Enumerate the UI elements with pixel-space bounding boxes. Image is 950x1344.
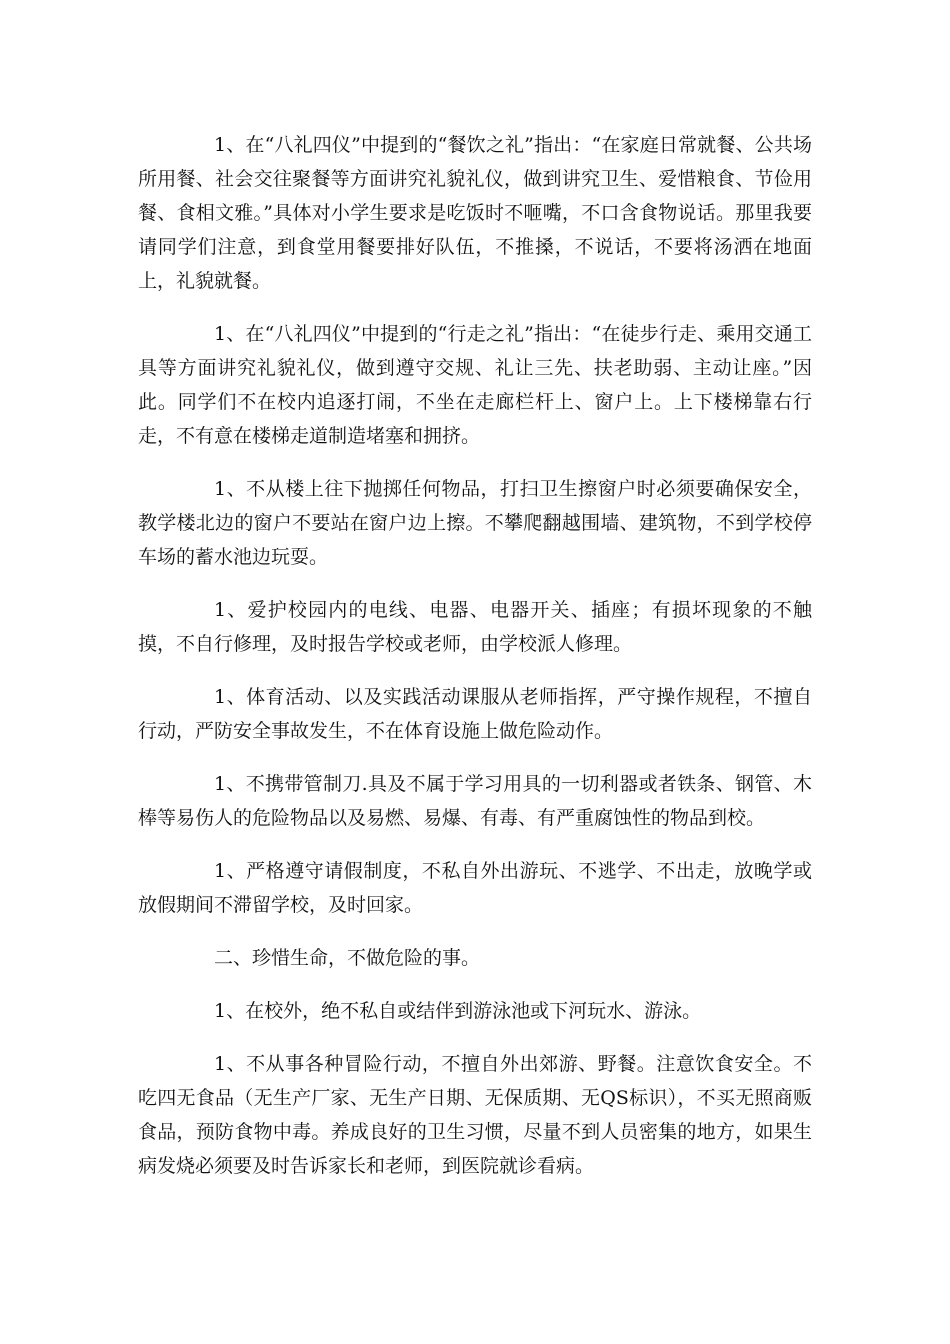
paragraph-electrical-safety: 1、爱护校园内的电线、电器、电器开关、插座；有损坏现象的不触摸，不自行修理，及时报告学校或老师，由学校派人修理。 [138, 599, 812, 655]
paragraph-leave-rules: 1、严格遵守请假制度，不私自外出游玩、不逃学、不出走，放晚学或放假期间不滞留学校，及时回家。 [138, 860, 812, 916]
paragraph-window-safety: 1、不从楼上往下抛掷任何物品，打扫卫生擦窗户时必须要确保安全，教学楼北边的窗户不要站在窗户边上擦。不攀爬翻越围墙、建筑物，不到学校停车场的蓄水池边玩耍。 [138, 478, 812, 568]
paragraph-swimming-safety: 1、在校外，绝不私自或结伴到游泳池或下河玩水、游泳。 [214, 1000, 702, 1022]
paragraph-food-safety: 1、不从事各种冒险行动，不擅自外出郊游、野餐。注意饮食安全。不吃四无食品（无生产厂家、无生产日期、无保质期、无QS标识），不买无照商贩食品，预防食物中毒。养成良好的卫生习惯，尽量不到人员密集的地方，如果生病发烧必须要及时告诉家长和老师，到医院就诊看病。 [138, 1053, 812, 1177]
section-heading-cherish-life: 二、珍惜生命，不做危险的事。 [214, 947, 481, 969]
paragraph-walking-etiquette: 1、在“八礼四仪”中提到的“行走之礼”指出：“在徒步行走、乘用交通工具等方面讲究礼貌礼仪，做到遵守交规、礼让三先、扶老助弱、主动让座。”因此。同学们不在校内追逐打闹，不坐在走廊栏杆上、窗户上。上下楼梯靠右行走，不有意在楼梯走道制造堵塞和拥挤。 [138, 323, 812, 447]
document-body [138, 128, 812, 1202]
paragraph-dining-etiquette: 1、在“八礼四仪”中提到的“餐饮之礼”指出：“在家庭日常就餐、公共场所用餐、社会交往聚餐等方面讲究礼貌礼仪，做到讲究卫生、爱惜粮食、节俭用餐、食相文雅。”具体对小学生要求是吃饭时不咂嘴，不口含食物说话。那里我要请同学们注意，到食堂用餐要排好队伍，不推搡，不说话，不要将汤洒在地面上，礼貌就餐。 [138, 134, 812, 292]
paragraph-dangerous-items: 1、不携带管制刀.具及不属于学习用具的一切利器或者铁条、钢管、木棒等易伤人的危险物品以及易燃、易爆、有毒、有严重腐蚀性的物品到校。 [138, 773, 812, 829]
paragraph-sports-safety: 1、体育活动、以及实践活动课服从老师指挥，严守操作规程，不擅自行动，严防安全事故发生，不在体育设施上做危险动作。 [138, 686, 812, 742]
